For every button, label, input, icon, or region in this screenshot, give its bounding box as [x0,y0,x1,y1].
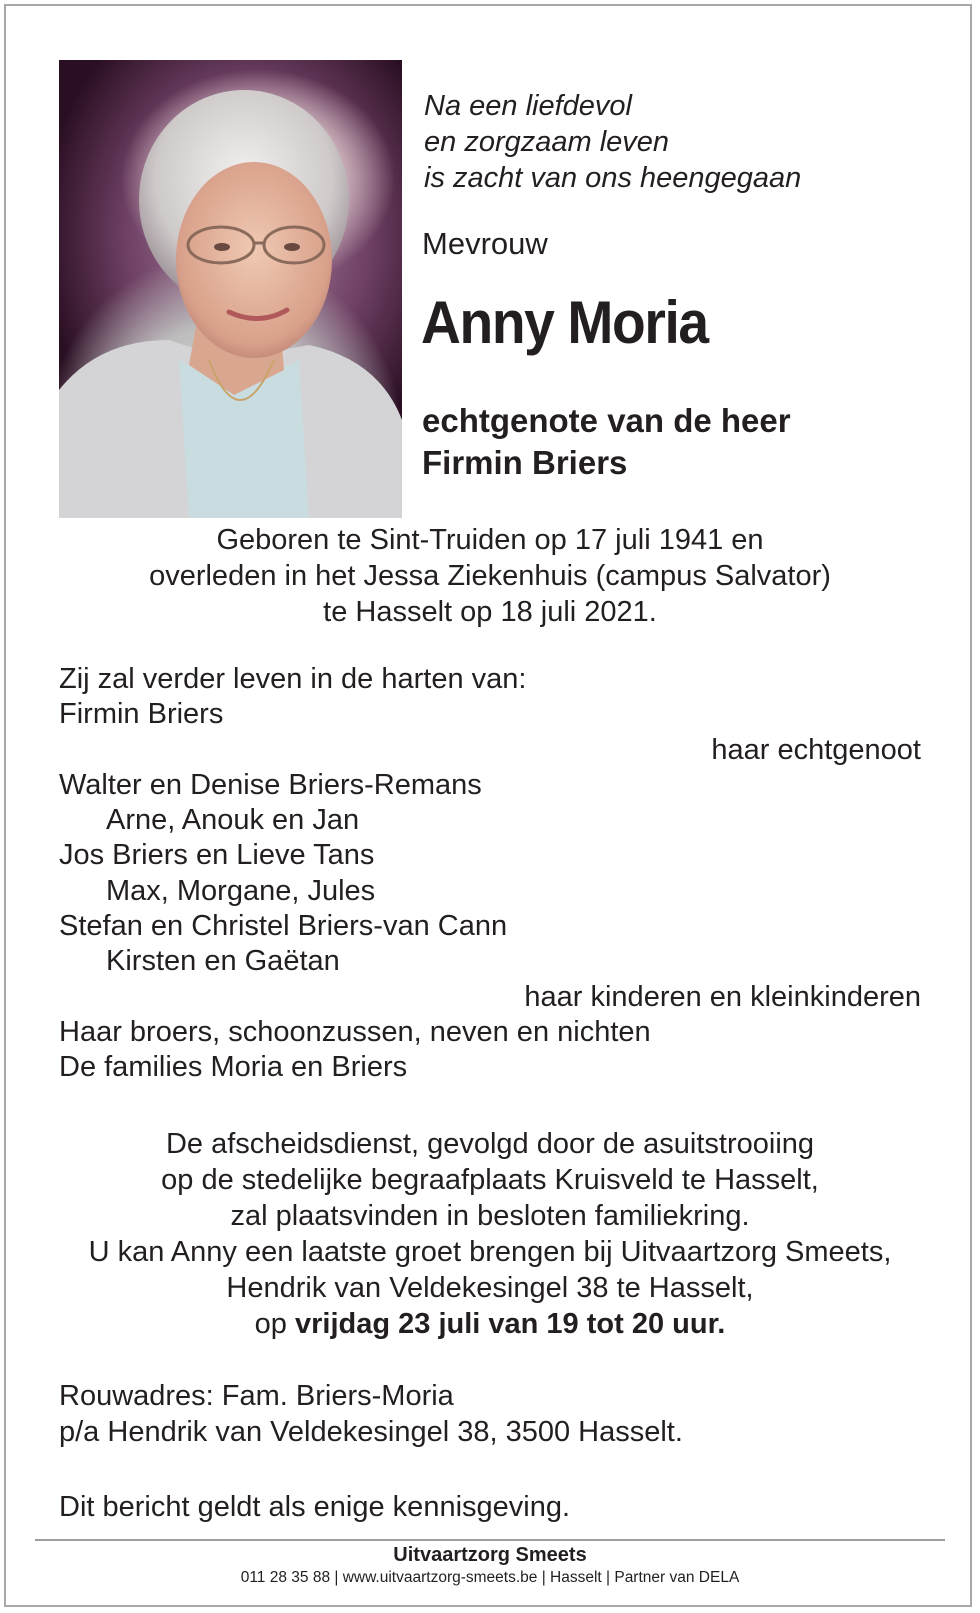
birth-line: Geboren te Sint-Truiden op 17 juli 1941 en [216,524,764,556]
visit-time: vrijdag 23 juli van 19 tot 20 uur. [295,1308,726,1340]
family-member: De families Moria en Briers [59,1051,408,1084]
family-member: Walter en Denise Briers-Remans [59,768,482,801]
mourning-address [59,1378,921,1450]
address-line: p/a Hendrik van Veldekesingel 38, 3500 Hasselt. [59,1416,683,1448]
service-line: zal plaatsvinden in besloten familiekring. [230,1200,750,1232]
service-line: op de stedelijke begraafplaats Kruisveld te Hasselt, [161,1164,819,1196]
spouse-line: echtgenote van de heer [422,402,791,439]
intro-line: is zacht van ons heengegaan [424,162,802,194]
intro-line: Na een liefdevol [424,90,632,122]
footer-divider [35,1539,945,1541]
family-member: Jos Briers en Lieve Tans [59,839,375,872]
portrait-photo [59,60,402,518]
honorific: Mevrouw [422,226,548,261]
family-member: Stefan en Christel Briers-van Cann [59,910,508,943]
birth-line: te Hasselt op 18 juli 2021. [323,596,657,628]
visit-line [30,1306,950,1342]
service-line: Hendrik van Veldekesingel 38 te Hasselt, [226,1272,754,1304]
visit-prefix: op [254,1308,295,1340]
family-member: Haar broers, schoonzussen, neven en nichten [59,1015,651,1048]
family-member: Kirsten en Gaëtan [106,945,340,978]
spouse-info [422,400,791,484]
family-member: Firmin Briers [59,698,224,731]
funeral-home-details: 011 28 35 88 | www.uitvaartzorg-smeets.be | Hasselt | Partner van DELA [240,1569,740,1586]
family-role: haar kinderen en kleinkinderen [524,980,921,1013]
notice-line: Dit bericht geldt als enige kennisgeving. [59,1491,571,1523]
intro-verse [424,88,801,196]
birth-death-info [30,522,950,630]
address-line: Rouwadres: Fam. Briers-Moria [59,1380,454,1412]
deceased-name: Anny Moria [421,289,708,356]
family-member: Max, Morgane, Jules [106,874,376,907]
birth-line: overleden in het Jessa Ziekenhuis (campus Salvator) [149,560,831,592]
family-role: haar echtgenoot [711,733,921,766]
service-line: U kan Anny een laatste groet brengen bij Uitvaartzorg Smeets, [88,1236,892,1268]
spouse-line: Firmin Briers [422,444,628,481]
funeral-home-name: Uitvaartzorg Smeets [393,1544,587,1566]
family-list [59,662,921,1086]
portrait-illustration [59,60,402,518]
intro-line: en zorgzaam leven [424,126,670,158]
family-member: Arne, Anouk en Jan [106,804,360,837]
service-info [30,1126,950,1342]
service-line: De afscheidsdienst, gevolgd door de asuitstrooiing [165,1128,815,1160]
family-intro: Zij zal verder leven in de harten van: [59,663,527,695]
notice [59,1489,921,1525]
